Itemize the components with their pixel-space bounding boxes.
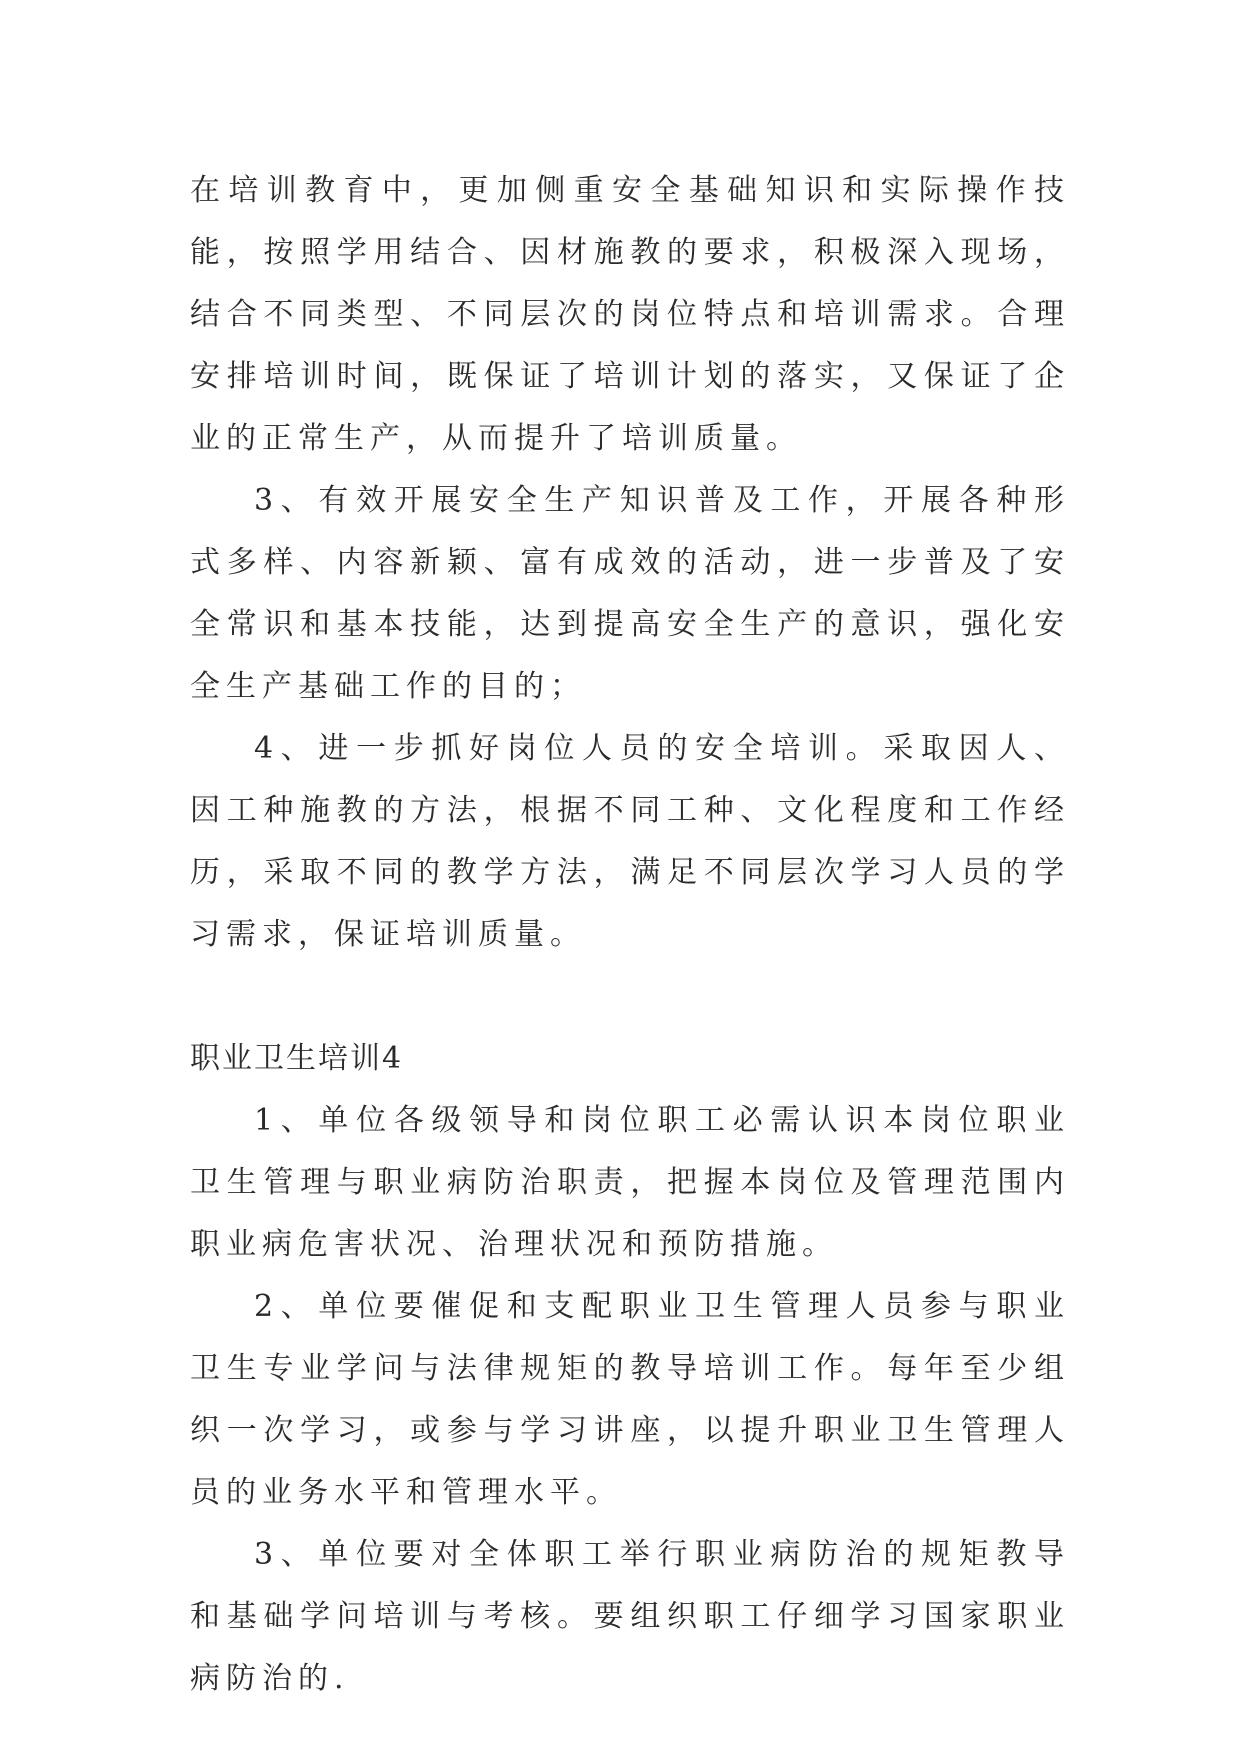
paragraph-item-2-management-training: 2、单位要催促和支配职业卫生管理人员参与职业卫生专业学问与法律规矩的教导培训工作。每年至少组织一次学习，或参与学习讲座，以提升职业卫生管理人员的业务水平和管理水平。 [190, 1289, 1070, 1510]
section-title: 职业卫生培训4 [190, 1041, 404, 1076]
paragraph-item-1-responsibilities: 1、单位各级领导和岗位职工必需认识本岗位职业卫生管理与职业病防治职责，把握本岗位及管理范围内职业病危害状况、治理状况和预防措施。 [190, 1103, 1070, 1262]
paragraph-item-3-safety-knowledge: 3、有效开展安全生产知识普及工作，开展各种形式多样、内容新颖、富有成效的活动，进一步普及了安全常识和基本技能，达到提高安全生产的意识，强化安全生产基础工作的目的； [190, 483, 1070, 704]
document-body [190, 160, 1070, 1710]
paragraph-item-3-staff-training: 3、单位要对全体职工举行职业病防治的规矩教导和基础学问培训与考核。要组织职工仔细学习国家职业病防治的. [190, 1537, 1070, 1696]
paragraph-item-4-post-training: 4、进一步抓好岗位人员的安全培训。采取因人、因工种施教的方法，根据不同工种、文化程度和工作经历，采取不同的教学方法，满足不同层次学习人员的学习需求，保证培训质量。 [190, 731, 1070, 952]
paragraph-training-quality: 在培训教育中，更加侧重安全基础知识和实际操作技能，按照学用结合、因材施教的要求，积极深入现场，结合不同类型、不同层次的岗位特点和培训需求。合理安排培训时间，既保证了培训计划的落实，又保证了企业的正常生产，从而提升了培训质量。 [190, 173, 1070, 456]
